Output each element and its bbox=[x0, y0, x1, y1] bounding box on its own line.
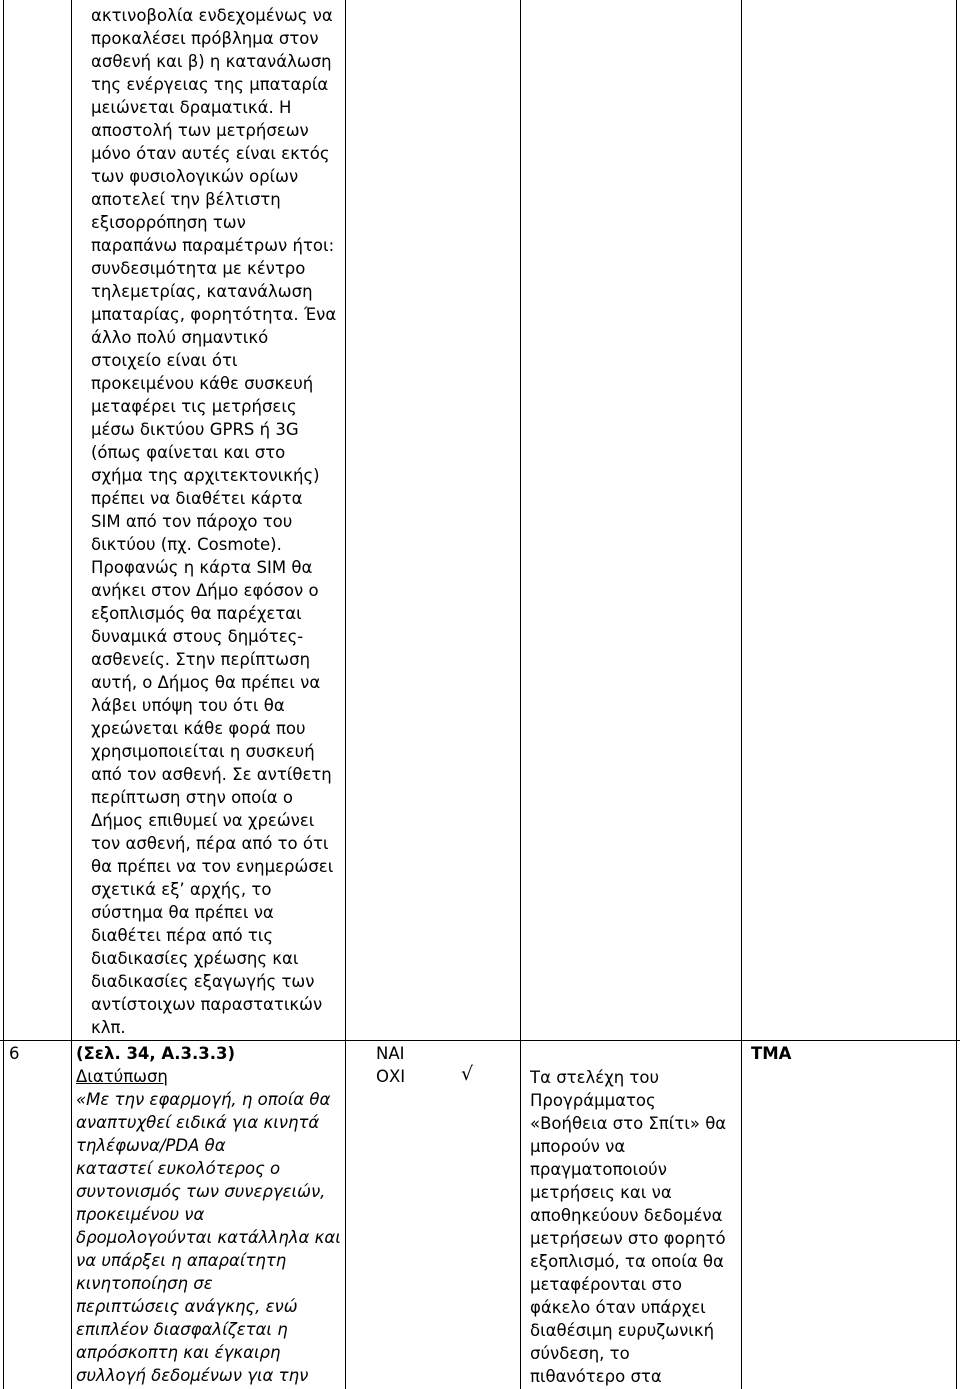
quote-line: προκειμένου να bbox=[76, 1205, 205, 1224]
comment-line: μπορούν να bbox=[530, 1137, 626, 1156]
text-line: δυναμικά στους δημότες- bbox=[91, 627, 304, 646]
comment-line: πραγματοποιούν bbox=[530, 1160, 667, 1179]
column-divider-1 bbox=[71, 0, 72, 1389]
column-divider-3 bbox=[520, 0, 521, 1389]
text-line: τηλεμετρίας, κατανάλωση bbox=[91, 282, 313, 301]
quote-line: κινητοποίηση σε bbox=[76, 1274, 213, 1293]
wording-label: Διατύπωση bbox=[76, 1067, 168, 1086]
comment-line: μεταφέρονται στο bbox=[530, 1275, 682, 1294]
text-line: περίπτωση στην οποία ο bbox=[91, 788, 293, 807]
comment-line: Προγράμματος bbox=[530, 1091, 656, 1110]
text-line: SIM από τον πάροχο του bbox=[91, 512, 293, 531]
comment-line: μετρήσεων στο φορητό bbox=[530, 1229, 726, 1248]
text-line: σχετικά εξ’ αρχής, το bbox=[91, 880, 272, 899]
row-number-text: 6 bbox=[9, 1044, 20, 1063]
quote-line: να υπάρξει η απαραίτητη bbox=[76, 1251, 287, 1270]
option-yes-text: ΝΑΙ bbox=[376, 1044, 405, 1063]
comment-line: αποθηκεύουν δεδομένα bbox=[530, 1206, 723, 1225]
text-line: ανήκει στον Δήμο εφόσον ο bbox=[91, 581, 319, 600]
comment-line: σύνδεση, το bbox=[530, 1344, 630, 1363]
quote-line: επιπλέον διασφαλίζεται η bbox=[76, 1320, 288, 1339]
text-line: της ενέργειας της μπαταρία bbox=[91, 75, 329, 94]
option-no-text: ΟΧΙ bbox=[376, 1067, 406, 1086]
text-line: χρεώνεται κάθε φορά που bbox=[91, 719, 306, 738]
text-line: αντίστοιχων παραστατικών bbox=[91, 995, 323, 1014]
quote-line: δρομολογούνται κατάλληλα και bbox=[76, 1228, 341, 1247]
row-divider bbox=[0, 1040, 960, 1041]
comment-line: πιθανότερο στα bbox=[530, 1367, 662, 1386]
option-yes bbox=[376, 1042, 405, 1065]
text-line: χρησιμοποιείται η συσκευή bbox=[91, 742, 315, 761]
text-line: αυτή, ο Δήμος θα πρέπει να bbox=[91, 673, 321, 692]
text-line: συνδεσιμότητα με κέντρο bbox=[91, 259, 306, 278]
column-divider-2 bbox=[345, 0, 346, 1389]
text-line: μειώνεται δραματικά. Η bbox=[91, 98, 292, 117]
text-line: προκειμένου κάθε συσκευή bbox=[91, 374, 314, 393]
row-number bbox=[9, 1042, 20, 1065]
text-line: παραπάνω παραμέτρων ήτοι: bbox=[91, 236, 335, 255]
text-line: Προφανώς η κάρτα SIM θα bbox=[91, 558, 313, 577]
text-line: ακτινοβολία ενδεχομένως να bbox=[91, 6, 333, 25]
text-line: σχήμα της αρχιτεκτονικής) bbox=[91, 466, 320, 485]
text-line: θα πρέπει να τον ενημερώσει bbox=[91, 857, 334, 876]
text-line: Δήμος επιθυμεί να χρεώνει bbox=[91, 811, 315, 830]
text-line: των φυσιολογικών ορίων bbox=[91, 167, 299, 186]
quote-line: αναπτυχθεί ειδικά για κινητά bbox=[76, 1113, 320, 1132]
quote-line: απρόσκοπτη και έγκαιρη bbox=[76, 1343, 281, 1362]
text-line: λάβει υπόψη του ότι θα bbox=[91, 696, 285, 715]
text-line: διαδικασίες χρέωσης και bbox=[91, 949, 299, 968]
check-mark-icon bbox=[461, 1063, 473, 1086]
text-line: διαδικασίες εξαγωγής των bbox=[91, 972, 315, 991]
description-cell-row6 bbox=[76, 1042, 341, 1387]
table-border-right bbox=[956, 0, 957, 1389]
text-line: πρέπει να διαθέτει κάρτα bbox=[91, 489, 303, 508]
check-mark-glyph: √ bbox=[461, 1063, 474, 1085]
unit-cell bbox=[751, 1042, 791, 1065]
text-line: μπαταρίας, φορητότητα. Ένα bbox=[91, 305, 337, 324]
text-line: σύστημα θα πρέπει να bbox=[91, 903, 274, 922]
comment-line: «Βοήθεια στο Σπίτι» θα bbox=[530, 1114, 727, 1133]
text-line: μέσω δικτύου GPRS ή 3G bbox=[91, 420, 299, 439]
text-line: ασθενείς. Στην περίπτωση bbox=[91, 650, 311, 669]
text-line: ασθενή και β) η κατανάλωση bbox=[91, 52, 332, 71]
comment-line: διαθέσιμη ευρυζωνική bbox=[530, 1321, 715, 1340]
section-reference: (Σελ. 34, Α.3.3.3) bbox=[76, 1044, 235, 1063]
text-line: εξοπλισμός θα παρέχεται bbox=[91, 604, 302, 623]
comment-cell-row6 bbox=[530, 1066, 726, 1388]
text-line: άλλο πολύ σημαντικό bbox=[91, 328, 269, 347]
text-line: στοιχείο είναι ότι bbox=[91, 351, 238, 370]
unit-text: ΤΜΑ bbox=[751, 1044, 792, 1063]
comment-line: μετρήσεις και να bbox=[530, 1183, 672, 1202]
text-line: μόνο όταν αυτές είναι εκτός bbox=[91, 144, 330, 163]
text-line: μεταφέρει τις μετρήσεις bbox=[91, 397, 297, 416]
quote-line: συντονισμός των συνεργειών, bbox=[76, 1182, 326, 1201]
quote-line: καταστεί ευκολότερος ο bbox=[76, 1159, 281, 1178]
quote-line: τηλέφωνα/PDA θα bbox=[76, 1136, 226, 1155]
text-line: δικτύου (πχ. Cosmote). bbox=[91, 535, 282, 554]
table-border-left bbox=[3, 0, 4, 1389]
quote-line: συλλογή δεδομένων για την bbox=[76, 1366, 309, 1385]
comment-line: εξοπλισμό, τα οποία θα bbox=[530, 1252, 724, 1271]
column-divider-4 bbox=[741, 0, 742, 1389]
text-line: αποστολή των μετρήσεων bbox=[91, 121, 309, 140]
option-no bbox=[376, 1065, 405, 1088]
text-line: εξισορρόπηση των bbox=[91, 213, 246, 232]
text-line: προκαλέσει πρόβλημα στον bbox=[91, 29, 319, 48]
quote-line: «Με την εφαρμογή, η οποία θα bbox=[76, 1090, 331, 1109]
comment-line: Τα στελέχη του bbox=[530, 1068, 660, 1087]
text-line: τον ασθενή, πέρα από το ότι bbox=[91, 834, 329, 853]
text-line: κλπ. bbox=[91, 1018, 126, 1037]
text-line: (όπως φαίνεται και στο bbox=[91, 443, 286, 462]
text-line: διαθέτει πέρα από τις bbox=[91, 926, 274, 945]
text-line: από τον ασθενή. Σε αντίθετη bbox=[91, 765, 332, 784]
quote-line: περιπτώσεις ανάγκης, ενώ bbox=[76, 1297, 298, 1316]
text-line: αποτελεί την βέλτιστη bbox=[91, 190, 281, 209]
comment-line: φάκελο όταν υπάρχει bbox=[530, 1298, 706, 1317]
description-cell-continued bbox=[91, 4, 336, 1039]
